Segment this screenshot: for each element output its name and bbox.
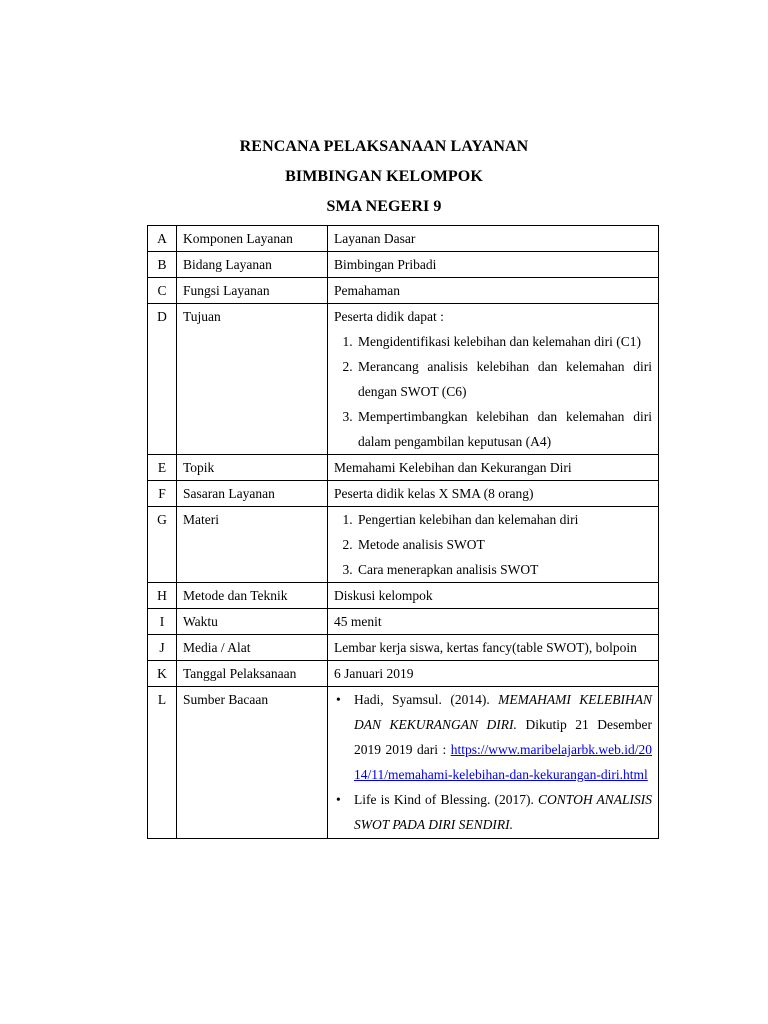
material-list: [334, 507, 652, 582]
row-code: J: [148, 635, 177, 661]
table-row: [148, 687, 659, 839]
reference-item: [336, 787, 652, 837]
reference-item: [336, 687, 652, 787]
row-code: C: [148, 278, 177, 304]
row-value: Bimbingan Pribadi: [328, 252, 659, 278]
row-label: Sasaran Layanan: [177, 481, 328, 507]
row-label: Tanggal Pelaksanaan: [177, 661, 328, 687]
list-item: 2. Merancang analisis kelebihan dan kelemahan diri dengan SWOT (C6): [356, 354, 652, 404]
row-label: Komponen Layanan: [177, 226, 328, 252]
row-label: Media / Alat: [177, 635, 328, 661]
bullet-icon: •: [336, 792, 341, 807]
table-row: [148, 609, 659, 635]
row-label: Sumber Bacaan: [177, 687, 328, 839]
row-label: Bidang Layanan: [177, 252, 328, 278]
row-value: 45 menit: [328, 609, 659, 635]
list-item: 3. Mempertimbangkan kelebihan dan kelemahan diri dalam pengambilan keputusan (A4): [356, 404, 652, 454]
document-title-line1: RENCANA PELAKSANAAN LAYANAN: [239, 138, 529, 155]
table-row: [148, 252, 659, 278]
reference-link[interactable]: https://www.maribelajarbk.web.id/2014/11/memahami-kelebihan-dan-kekurangan-diri.html: [354, 742, 652, 782]
table-row: [148, 661, 659, 687]
reference-list: [334, 687, 652, 837]
row-label: Fungsi Layanan: [177, 278, 328, 304]
table-row: [148, 635, 659, 661]
row-value: Pemahaman: [328, 278, 659, 304]
row-label: Metode dan Teknik: [177, 583, 328, 609]
row-value: Memahami Kelebihan dan Kekurangan Diri: [328, 455, 659, 481]
plan-table: [147, 225, 659, 839]
goals-intro: Peserta didik dapat :: [334, 309, 444, 324]
table-row: [148, 455, 659, 481]
row-code: D: [148, 304, 177, 455]
list-item: 1. Pengertian kelebihan dan kelemahan diri: [356, 507, 652, 532]
reference-title: CONTOH ANALISIS SWOT PADA DIRI SENDIRI.: [354, 792, 652, 832]
table-row: [148, 278, 659, 304]
row-value: Layanan Dasar: [328, 226, 659, 252]
row-value: [328, 687, 659, 839]
list-item: 2. Metode analisis SWOT: [356, 532, 652, 557]
reference-accessed: Dikutip 21 Desember 2019 2019 dari :: [354, 717, 652, 757]
document-title-line3: SMA NEGERI 9: [326, 198, 442, 215]
row-code: B: [148, 252, 177, 278]
list-item: 3. Cara menerapkan analisis SWOT: [356, 557, 652, 582]
document-title-line2: BIMBINGAN KELOMPOK: [285, 168, 483, 185]
table-row: [148, 304, 659, 455]
row-code: I: [148, 609, 177, 635]
reference-title: MEMAHAMI KELEBIHAN DAN KEKURANGAN DIRI.: [354, 692, 652, 732]
table-row: [148, 583, 659, 609]
row-code: E: [148, 455, 177, 481]
row-value: Lembar kerja siswa, kertas fancy(table SWOT), bolpoin: [328, 635, 659, 661]
row-code: L: [148, 687, 177, 839]
row-value: [328, 304, 659, 455]
list-item: 1. Mengidentifikasi kelebihan dan kelemahan diri (C1): [356, 329, 652, 354]
bullet-icon: •: [336, 692, 341, 707]
row-value: Diskusi kelompok: [328, 583, 659, 609]
reference-author: Hadi, Syamsul. (2014).: [354, 692, 499, 707]
reference-author: Life is Kind of Blessing. (2017).: [354, 792, 539, 807]
table-row: [148, 226, 659, 252]
row-code: K: [148, 661, 177, 687]
row-code: A: [148, 226, 177, 252]
row-value: Peserta didik kelas X SMA (8 orang): [328, 481, 659, 507]
row-label: Tujuan: [177, 304, 328, 455]
row-code: F: [148, 481, 177, 507]
row-label: Topik: [177, 455, 328, 481]
row-label: Waktu: [177, 609, 328, 635]
table-row: [148, 507, 659, 583]
row-value: 6 Januari 2019: [328, 661, 659, 687]
goals-list: [334, 329, 652, 454]
row-value: [328, 507, 659, 583]
row-code: G: [148, 507, 177, 583]
table-row: [148, 481, 659, 507]
row-code: H: [148, 583, 177, 609]
row-label: Materi: [177, 507, 328, 583]
